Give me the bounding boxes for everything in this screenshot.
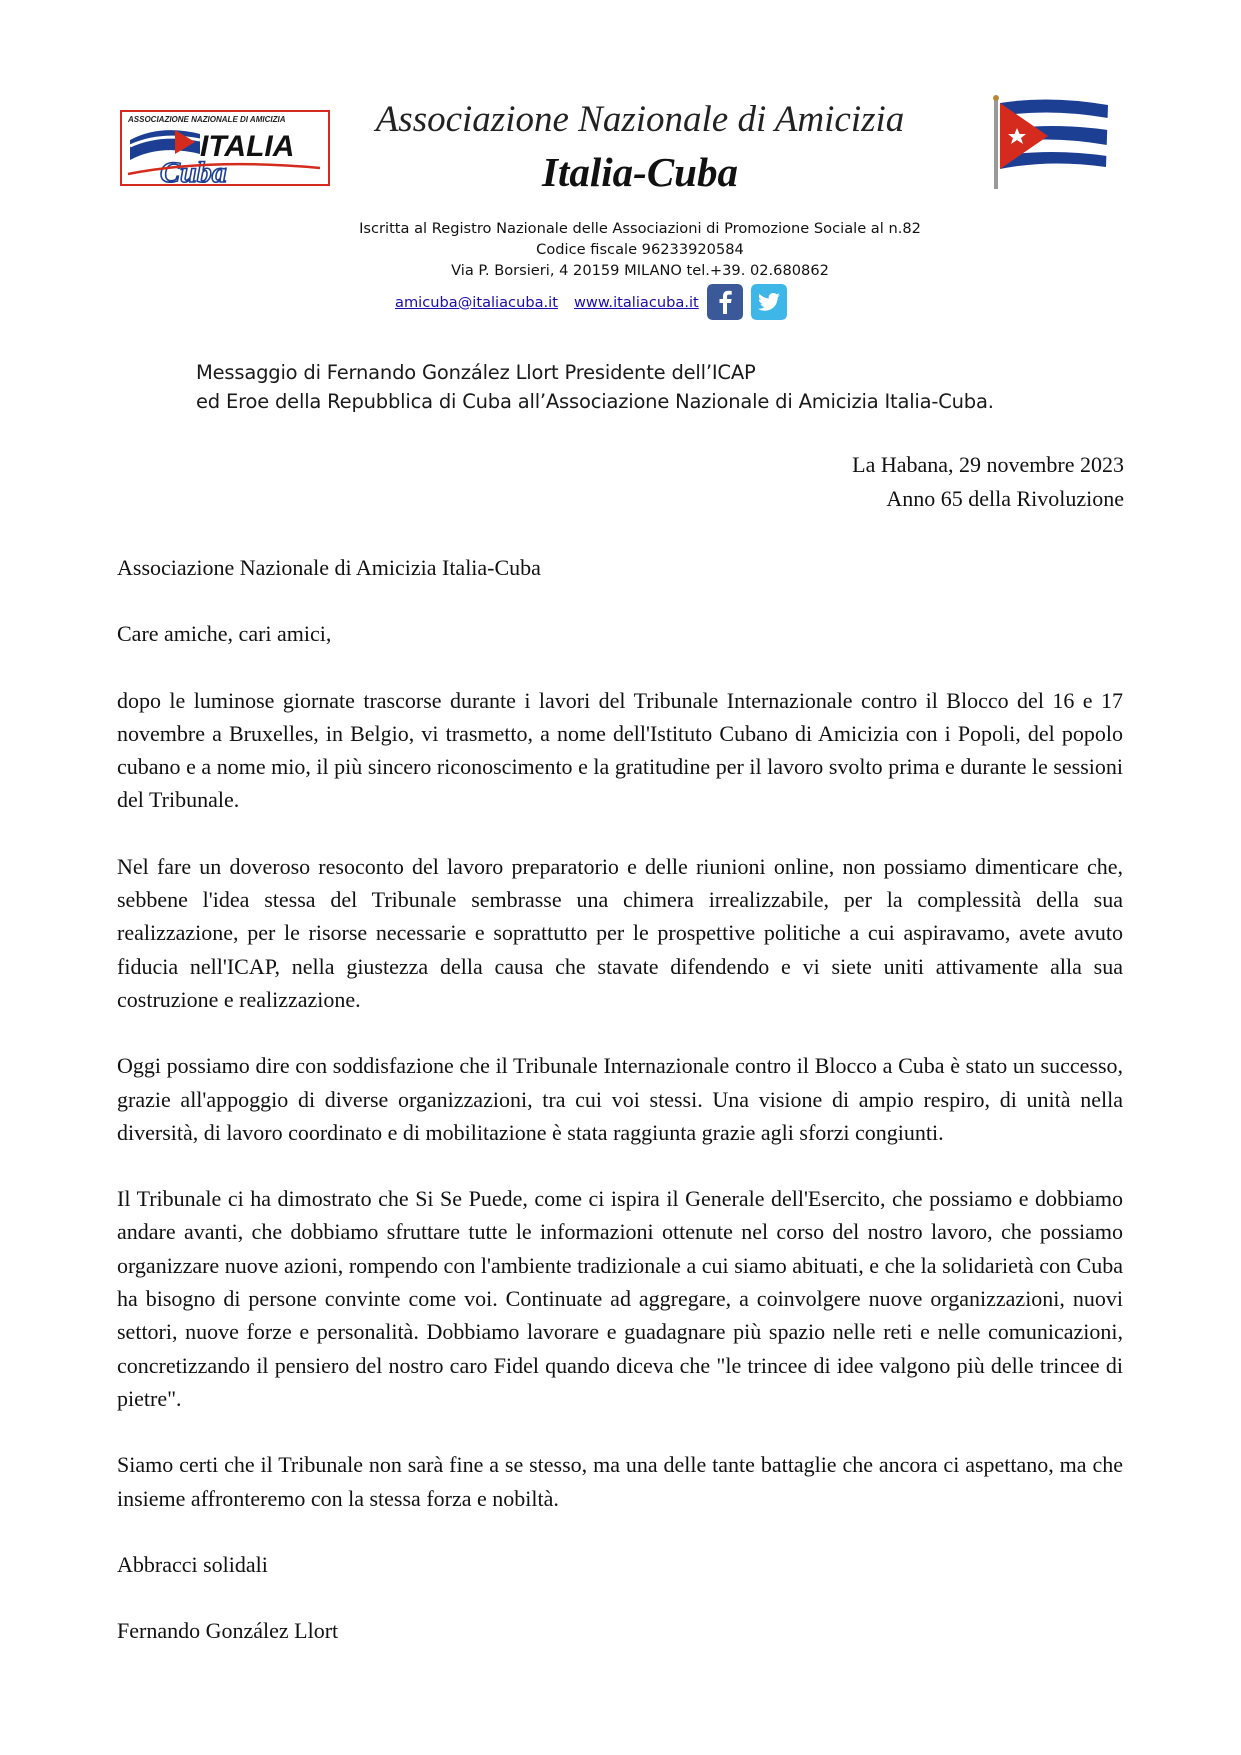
contacts-row: [395, 282, 787, 322]
signature: Fernando González Llort: [117, 1618, 339, 1644]
message-title-line2: ed Eroe della Repubblica di Cuba all’Associazione Nazionale di Amicizia Italia-Cuba.: [196, 390, 994, 413]
paragraph-1: dopo le luminose giornate trascorse durante i lavori del Tribunale Internazionale contro il Blocco del 16 e 17 novembre a Bruxelles, in Belgio, vi trasmetto, a nome dell'Istituto Cubano di Amicizia con i Popoli, del popolo cubano e a nome mio, il più sincero riconoscimento e la gratitudine per il lavoro svolto prima e durante le sessioni del Tribunale.: [117, 687, 1123, 813]
logo-word-italia: ITALIA: [200, 130, 295, 163]
registry-line: Iscritta al Registro Nazionale delle Associazioni di Promozione Sociale al n.82: [359, 220, 921, 237]
logo-word-cuba: Cuba: [160, 156, 227, 186]
greeting: Care amiche, cari amici,: [117, 621, 332, 647]
letter-body: [117, 551, 1123, 1647]
address-line: Via P. Borsieri, 4 20159 MILANO tel.+39. 02.680862: [451, 262, 829, 279]
twitter-icon[interactable]: [751, 284, 787, 320]
closing: Abbracci solidali: [117, 1551, 268, 1577]
recipient: Associazione Nazionale di Amicizia Italia-Cuba: [117, 555, 541, 580]
dateline: [852, 448, 1124, 516]
org-name-line1: Associazione Nazionale di Amicizia: [375, 99, 905, 140]
org-name-line2: Italia-Cuba: [542, 149, 738, 195]
paragraph-5: Siamo certi che il Tribunale non sarà fine a se stesso, ma una delle tante battaglie che ancora ci aspettano, ma che insieme affronteremo con la stessa forza e nobiltà.: [117, 1452, 1123, 1511]
cuba-flag-icon: [990, 95, 1115, 190]
registry-block: [270, 218, 1010, 281]
website-link[interactable]: www.italiacuba.it: [573, 293, 699, 311]
revolution-year: Anno 65 della Rivoluzione: [886, 486, 1124, 511]
message-title: [196, 358, 1096, 416]
paragraph-2: Nel fare un doveroso resoconto del lavoro preparatorio e delle riunioni online, non possiamo dimenticare che, sebbene l'idea stessa del Tribunale sembrasse una chimera irrealizzabile, per la complessità della sua realizzazione, per le risorse necessarie e soprattutto per le prospettive politiche a cui aspiravamo, avete avuto fiducia nell'ICAP, nella giustezza della causa che stavate difendendo e vi siete uniti attivamente alla sua costruzione e realizzazione.: [117, 853, 1123, 1012]
email-link[interactable]: amicuba@italiacuba.it: [395, 293, 558, 311]
place-date: La Habana, 29 novembre 2023: [852, 452, 1124, 477]
message-title-line1: Messaggio di Fernando González Llort Presidente dell’ICAP: [196, 361, 756, 384]
paragraph-3: Oggi possiamo dire con soddisfazione che il Tribunale Internazionale contro il Blocco a Cuba è stato un successo, grazie all'appoggio di diverse organizzazioni, tra cui voi stessi. Una visione di ampio respiro, di unità nella diversità, di lavoro coordinato e di mobilitazione è stata raggiunta grazie agli sforzi congiunti.: [117, 1053, 1123, 1145]
fiscal-code-line: Codice fiscale 96233920584: [536, 241, 744, 258]
facebook-icon[interactable]: [707, 284, 743, 320]
logo-top-text: ASSOCIAZIONE NAZIONALE DI AMICIZIA: [128, 115, 286, 124]
association-logo: [120, 110, 330, 186]
paragraph-4: Il Tribunale ci ha dimostrato che Si Se Puede, come ci ispira il Generale dell'Esercito, che possiamo e dobbiamo andare avanti, che dobbiamo sfruttare tutte le informazioni ottenute nel corso del nostro lavoro, che possiamo organizzare nuove azioni, rompendo con l'ambiente tradizionale a cui siamo abituati, e che la solidarietà con Cuba ha bisogno di persone convinte come voi. Continuate ad aggregare, a coinvolgere nuove organizzazioni, nuovi settori, nuove forze e personalità. Dobbiamo lavorare e guadagnare più spazio nelle reti e nelle comunicazioni, concretizzando il pensiero del nostro caro Fidel quando diceva che "le trincee di idee valgono più delle trincee di pietre".: [117, 1186, 1123, 1411]
